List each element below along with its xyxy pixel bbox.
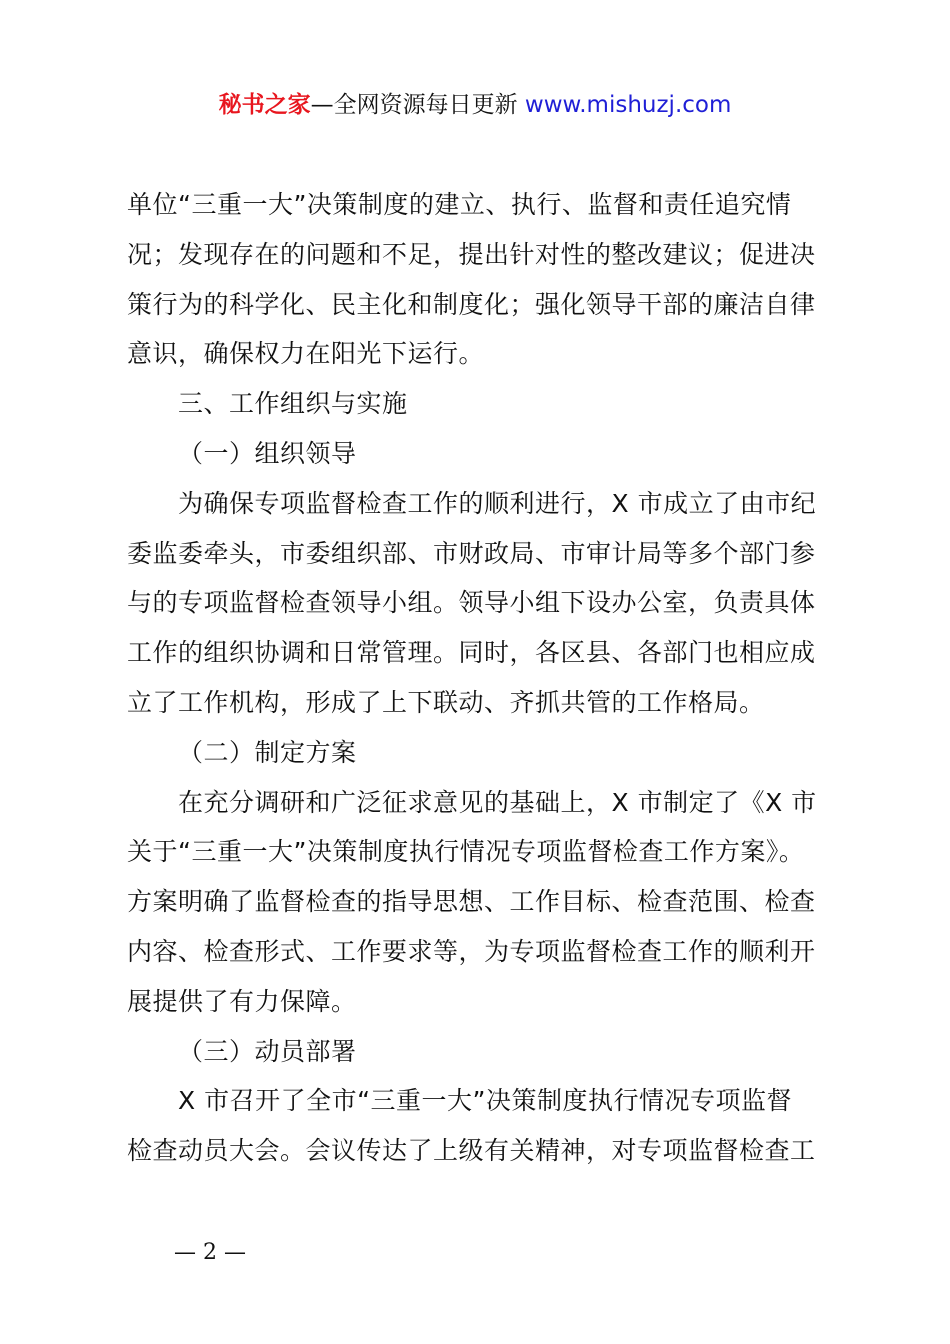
- paragraph-first-line: 为确保专项监督检查工作的顺利进行，X 市成立了由市纪: [178, 488, 817, 518]
- header-url-link[interactable]: www.mishuzj.com: [524, 92, 732, 118]
- paragraph-first-line: X 市召开了全市“三重一大”决策制度执行情况专项监督: [178, 1086, 792, 1116]
- header-slogan: —全网资源每日更新: [310, 92, 525, 118]
- text-line: 单位“三重一大”决策制度的建立、执行、监督和责任追究情: [127, 190, 792, 219]
- text-line: 况；发现存在的问题和不足，提出针对性的整改建议；促进决: [127, 239, 816, 269]
- text-line: 意识，确保权力在阳光下运行。: [127, 339, 485, 369]
- text-line: 关于“三重一大”决策制度执行情况专项监督检查工作方案》。: [127, 837, 805, 867]
- document-body: [127, 180, 835, 1176]
- text-line: 立了工作机构，形成了上下联动、齐抓共管的工作格局。: [127, 687, 765, 717]
- page-header: [0, 88, 950, 122]
- text-line: 工作的组织协调和日常管理。同时，各区县、各部门也相应成: [127, 638, 816, 668]
- page-number: — 2 —: [174, 1240, 246, 1265]
- text-line: 内容、检查形式、工作要求等，为专项监督检查工作的顺利开: [127, 936, 816, 966]
- subsection-heading: （一）组织领导: [178, 438, 357, 468]
- text-line: 方案明确了监督检查的指导思想、工作目标、检查范围、检查: [127, 887, 816, 917]
- subsection-heading: （三）动员部署: [178, 1036, 357, 1066]
- text-line: 展提供了有力保障。: [127, 986, 357, 1016]
- subsection-heading: （二）制定方案: [178, 737, 357, 767]
- header-brand: 秘书之家: [218, 92, 311, 118]
- text-line: 委监委牵头，市委组织部、市财政局、市审计局等多个部门参: [127, 538, 816, 568]
- text-line: 策行为的科学化、民主化和制度化；强化领导干部的廉洁自律: [127, 289, 816, 319]
- text-line: 与的专项监督检查领导小组。领导小组下设办公室，负责具体: [127, 588, 816, 618]
- section-heading: 三、工作组织与实施: [178, 389, 408, 419]
- text-line: 检查动员大会。会议传达了上级有关精神，对专项监督检查工: [127, 1136, 816, 1166]
- paragraph-first-line: 在充分调研和广泛征求意见的基础上，X 市制定了《X 市: [178, 787, 817, 817]
